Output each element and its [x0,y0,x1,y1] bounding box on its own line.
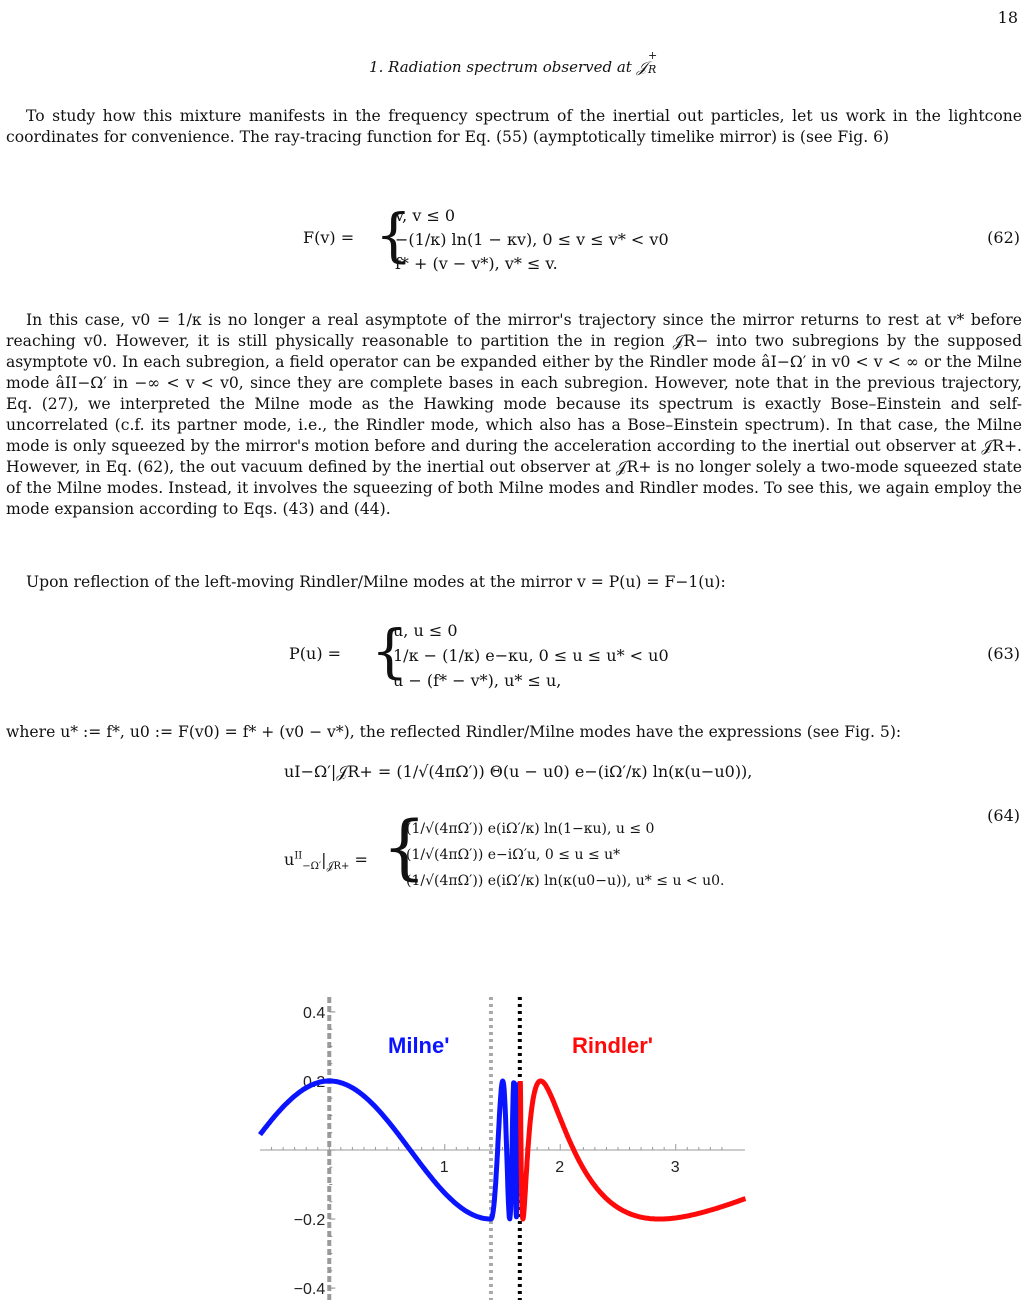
paragraph-2 [6,310,1022,520]
y-tick-label: 0.4 [303,1004,326,1022]
eq64-brace: { [382,806,427,888]
paragraph-1 [6,106,1022,148]
legend-rindler: Rindler' [572,1033,654,1058]
x-tick-label: 1 [439,1159,449,1176]
eq63-number: (63) [987,644,1020,663]
paragraph-4 [6,722,1022,743]
page-number: 18 [997,8,1018,27]
paragraph-1-text: To study how this mixture manifests in the frequency spectrum of the inertial out particles, let us work in the lightcone coordinates for convenience. The ray-tracing function for Eq. (55) (aymptotically timelike mirror) is (see Fig. 6) [6,107,1022,146]
subsection-title-sup: + [647,49,658,62]
paragraph-2-text: In this case, v0 = 1/κ is no longer a real asymptote of the mirror's trajectory since the mirror returns to rest at v* before reaching v0. However, it is still physically reasonable to partition the in region 𝒥R− into two subregions by the supposed asymptote v0. In each subregion, a field operator can be expanded either by the Rindler mode âI−Ω′ in v0 < v < ∞ or the Milne mode âII−Ω′ in −∞ < v < v0, since they are complete bases in each subregion. However, note that in the previous trajectory, Eq. (27), we interpreted the Milne mode as the Hawking mode because its spectrum is exactly Bose–Einstein and self-uncorrelated (c.f. its partner mode, i.e., the Rindler mode, which also has a Bose–Einstein spectrum). In that case, the Milne mode is only squeezed by the mirror's motion before and during the acceleration according to the inertial out observer at 𝒥R+. However, in Eq. (62), the out vacuum defined by the inertial out observer at 𝒥R+ is no longer solely a two-mode squeezed state of the Milne modes. Instead, it involves the squeezing of both Milne modes and Rindler modes. To see this, we again employ the mode expansion according to Eqs. (43) and (44). [6,311,1022,518]
eq64-case1: (1/√(4πΩ′)) e(iΩ′/κ) ln(1−κu), u ≤ 0 [406,821,655,837]
paragraph-4-text: where u* := f*, u0 := F(v0) = f* + (v0 − v*), the reflected Rindler/Milne modes have the expressions (see Fig. 5): [6,723,902,741]
eq64-number: (64) [987,806,1020,825]
x-tick-label: 3 [670,1159,680,1176]
eq63-case3: u − (f* − v*), u* ≤ u, [393,671,562,690]
legend-milne: Milne' [388,1033,450,1058]
eq64-line1: uI−Ω′|𝒥R+ = (1/√(4πΩ′)) Θ(u − u0) e−(iΩ′/κ) ln(κ(u−u0)), [284,762,753,781]
eq62-case2: −(1/κ) ln(1 − κv), 0 ≤ v ≤ v* < v0 [395,230,669,249]
y-tick-label: 0.2 [303,1073,326,1091]
x-tick-label: 2 [555,1159,565,1176]
eq63-case1: u, u ≤ 0 [393,621,458,640]
eq62-brace: { [375,201,412,269]
y-tick-label: −0.2 [293,1212,326,1230]
paragraph-3 [6,572,1022,593]
eq63-case2: 1/κ − (1/κ) e−κu, 0 ≤ u ≤ u* < u0 [393,646,669,665]
subsection-title-text: 1. Radiation spectrum observed at 𝒥 [369,58,647,76]
paragraph-3-text: Upon reflection of the left-moving Rindler/Milne modes at the mirror v = P(u) = F−1(u): [26,573,726,591]
eq62-case3: f* + (v − v*), v* ≤ v. [395,254,558,273]
eq64-case3: (1/√(4πΩ′)) e(iΩ′/κ) ln(κ(u0−u)), u* ≤ u < u0. [406,873,725,889]
y-tick-label: −0.4 [293,1281,326,1299]
eq63-lhs: P(u) = [289,644,342,663]
eq62-case1: v, v ≤ 0 [395,206,456,225]
eq62-number: (62) [987,228,1020,247]
eq64-case2: (1/√(4πΩ′)) e−iΩ′u, 0 ≤ u ≤ u* [406,847,621,863]
figure-plot [250,990,770,1300]
eq64-lhs2: $u^{II}_{-\Omega'}|_{𝒥R+}$ = [284,850,368,873]
eq63-brace: { [371,617,408,685]
subsection-title [0,49,1028,76]
eq62-lhs: F(v) = [303,228,355,247]
subsection-title-sub: R [647,63,657,76]
